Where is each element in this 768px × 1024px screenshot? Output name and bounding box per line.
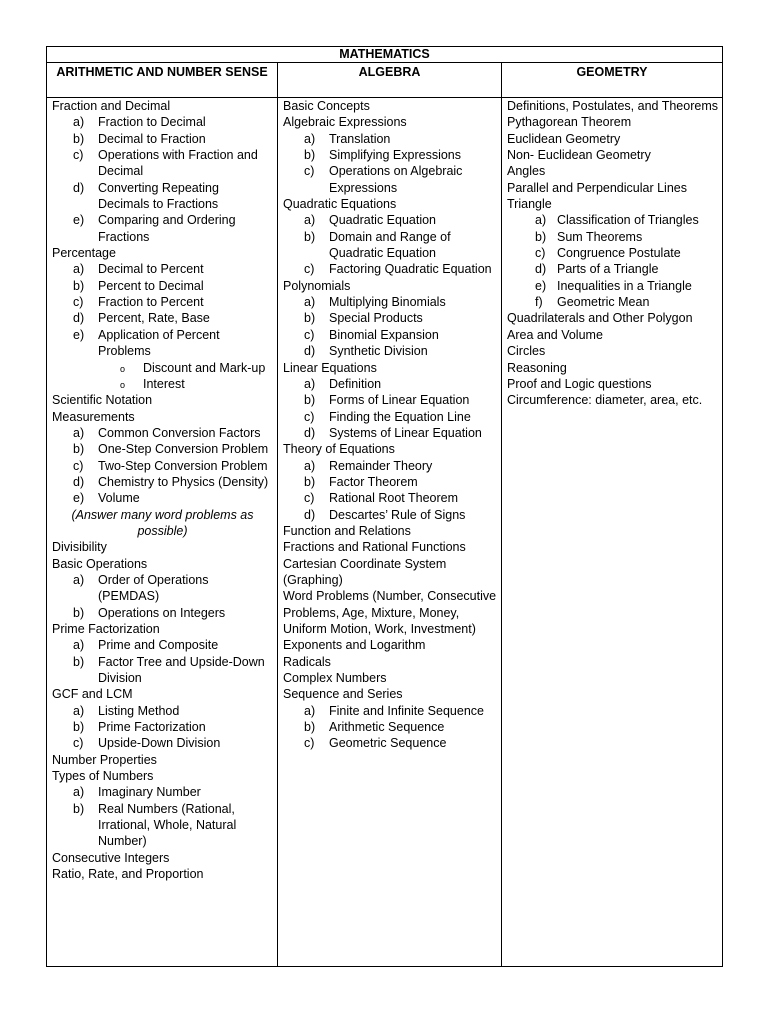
item-text: Operations on Algebraic Expressions — [329, 164, 463, 195]
topic-item — [507, 310, 718, 326]
item-text: Classification of Triangles — [557, 213, 699, 228]
topic-item — [52, 98, 273, 114]
item-text: Basic Operations — [52, 556, 148, 571]
item-text: Forms of Linear Equation — [329, 393, 470, 408]
subtopic-item — [283, 343, 497, 359]
bullet-marker: o — [120, 379, 126, 390]
topic-list-arithmetic — [52, 98, 273, 883]
list-marker: b) — [73, 442, 85, 457]
title-row — [47, 47, 723, 63]
item-text: Consecutive Integers — [52, 850, 170, 865]
note-text: (Answer many word problems as possible) — [71, 507, 254, 538]
topic-item — [52, 752, 273, 768]
item-text: Operations on Integers — [98, 605, 226, 620]
topic-item — [283, 523, 497, 539]
subtopic-item — [283, 719, 497, 735]
list-marker: a) — [73, 262, 85, 277]
list-marker: d) — [73, 474, 85, 489]
topic-item — [52, 866, 273, 882]
sub-subtopic-item — [52, 376, 273, 392]
subtopic-item — [52, 278, 273, 294]
item-text: Sequence and Series — [283, 687, 403, 702]
list-marker: b) — [304, 229, 316, 244]
topic-item — [283, 114, 497, 130]
item-text: Simplifying Expressions — [329, 148, 461, 163]
subtopic-item — [283, 376, 497, 392]
subtopic-item — [52, 654, 273, 687]
subtopic-item — [283, 507, 497, 523]
topic-item — [283, 539, 497, 555]
item-text: Interest — [143, 376, 185, 391]
topic-item — [507, 196, 718, 212]
list-marker: b) — [73, 654, 85, 669]
list-marker: b) — [304, 148, 316, 163]
item-text: Finding the Equation Line — [329, 409, 471, 424]
column-geometry — [502, 98, 723, 967]
topic-item — [507, 131, 718, 147]
subtopic-item — [52, 572, 273, 605]
item-text: Types of Numbers — [52, 769, 154, 784]
list-marker: d) — [304, 425, 316, 440]
item-text: Application of Percent Problems — [98, 327, 220, 359]
topic-item — [283, 278, 497, 294]
list-marker: a) — [304, 295, 316, 310]
topic-list-geometry — [507, 98, 718, 409]
topic-item — [52, 245, 273, 261]
list-marker: c) — [73, 458, 84, 473]
subtopic-item — [52, 212, 273, 245]
item-text: Listing Method — [98, 703, 180, 718]
item-text: Number Properties — [52, 752, 157, 767]
item-text: Systems of Linear Equation — [329, 425, 482, 440]
topic-item — [283, 588, 497, 637]
item-text: Function and Relations — [283, 523, 411, 538]
list-marker: b) — [73, 131, 85, 146]
topic-item — [507, 327, 718, 343]
item-text: Prime and Composite — [98, 638, 219, 653]
list-marker: e) — [535, 278, 547, 293]
subtopic-item — [283, 261, 497, 277]
list-marker: a) — [304, 703, 316, 718]
item-text: Prime Factorization — [98, 720, 206, 735]
subtopic-item — [283, 294, 497, 310]
item-text: Theory of Equations — [283, 442, 395, 457]
list-marker: b) — [73, 801, 85, 816]
item-text: Domain and Range of Quadratic Equation — [329, 229, 451, 261]
list-marker: e) — [73, 491, 85, 506]
list-marker: b) — [304, 311, 316, 326]
topic-item — [52, 850, 273, 866]
list-marker: d) — [304, 507, 316, 522]
list-marker: a) — [73, 638, 85, 653]
item-text: Rational Root Theorem — [329, 491, 459, 506]
subtopic-item — [52, 458, 273, 474]
item-text: Algebraic Expressions — [283, 115, 407, 130]
item-text: Decimal to Percent — [98, 262, 204, 277]
item-text: Imaginary Number — [98, 785, 201, 800]
item-text: Arithmetic Sequence — [329, 720, 445, 735]
item-text: One-Step Conversion Problem — [98, 442, 269, 457]
list-marker: c) — [73, 148, 84, 163]
item-text: Divisibility — [52, 540, 107, 555]
item-text: Binomial Expansion — [329, 327, 439, 342]
bullet-marker: o — [120, 363, 126, 374]
topic-item — [507, 376, 718, 392]
list-marker: c) — [304, 491, 315, 506]
topic-item — [283, 196, 497, 212]
list-marker: b) — [304, 720, 316, 735]
item-text: Comparing and Ordering Fractions — [98, 213, 236, 244]
list-marker: a) — [304, 376, 316, 391]
subtopic-item — [52, 703, 273, 719]
list-marker: a) — [304, 213, 316, 228]
topic-item — [283, 637, 497, 653]
item-text: Order of Operations (PEMDAS) — [98, 572, 209, 604]
item-text: Circles — [507, 344, 546, 359]
subtopic-item — [283, 490, 497, 506]
item-text: Factoring Quadratic Equation — [329, 262, 492, 277]
list-marker: a) — [73, 425, 85, 440]
item-text: Exponents and Logarithm — [283, 638, 426, 653]
item-text: Factor Theorem — [329, 474, 418, 489]
item-text: Angles — [507, 164, 546, 179]
item-text: Definitions, Postulates, and Theorems — [507, 99, 718, 113]
list-marker: a) — [73, 703, 85, 718]
item-text: Proof and Logic questions — [507, 376, 652, 391]
item-text: Fraction to Percent — [98, 295, 204, 310]
list-marker: b) — [73, 720, 85, 735]
subtopic-item — [507, 245, 718, 261]
table-title: MATHEMATICS — [47, 47, 723, 63]
list-marker: b) — [304, 474, 316, 489]
item-text: Fraction and Decimal — [52, 99, 171, 113]
item-text: Inequalities in a Triangle — [557, 278, 692, 293]
list-marker: a) — [304, 131, 316, 146]
subtopic-item — [52, 735, 273, 751]
item-text: Linear Equations — [283, 360, 377, 375]
subtopic-item — [52, 131, 273, 147]
topic-item — [507, 98, 718, 114]
item-text: Percentage — [52, 246, 116, 261]
sub-subtopic-item — [52, 360, 273, 376]
item-text: GCF and LCM — [52, 687, 133, 702]
list-marker: a) — [73, 572, 85, 587]
subtopic-item — [507, 229, 718, 245]
item-text: Prime Factorization — [52, 622, 160, 636]
topic-list-algebra — [283, 98, 497, 752]
item-text: Remainder Theory — [329, 458, 433, 473]
topic-item — [283, 360, 497, 376]
list-marker: d) — [535, 262, 547, 277]
list-marker: e) — [73, 213, 85, 228]
topic-item — [52, 686, 273, 702]
topic-item — [507, 147, 718, 163]
subtopic-item — [283, 458, 497, 474]
list-marker: c) — [304, 409, 315, 424]
item-text: Congruence Postulate — [557, 246, 681, 261]
subtopic-item — [52, 425, 273, 441]
topic-item — [283, 556, 497, 589]
item-text: Parts of a Triangle — [557, 262, 659, 277]
content-row — [47, 98, 723, 967]
list-marker: c) — [535, 246, 546, 261]
item-text: Circumference: diameter, area, etc. — [507, 393, 703, 408]
topic-item — [52, 392, 273, 408]
item-text: Geometric Sequence — [329, 736, 447, 751]
list-marker: a) — [535, 213, 547, 228]
item-text: Translation — [329, 131, 391, 146]
column-heading-algebra: ALGEBRA — [278, 63, 502, 98]
item-text: Quadratic Equation — [329, 213, 437, 228]
subtopic-item — [283, 474, 497, 490]
topic-item — [52, 539, 273, 555]
subtopic-item — [507, 278, 718, 294]
item-text: Area and Volume — [507, 327, 603, 342]
item-text: Scientific Notation — [52, 393, 153, 408]
subtopic-item — [52, 784, 273, 800]
list-marker: b) — [73, 605, 85, 620]
list-marker: b) — [304, 393, 316, 408]
list-marker: b) — [73, 278, 85, 293]
item-text: Ratio, Rate, and Proportion — [52, 867, 204, 882]
topic-item — [52, 621, 273, 637]
subtopic-item — [52, 114, 273, 130]
topic-item — [283, 441, 497, 457]
subtopic-item — [283, 327, 497, 343]
subtopic-item — [283, 409, 497, 425]
subtopic-item — [52, 294, 273, 310]
topic-item — [52, 556, 273, 572]
item-text: Percent, Rate, Base — [98, 311, 210, 326]
topic-item — [283, 686, 497, 702]
subtopic-item — [52, 490, 273, 506]
item-text: Reasoning — [507, 360, 567, 375]
column-heading-geometry: GEOMETRY — [502, 63, 723, 98]
list-marker: e) — [73, 327, 85, 342]
item-text: Operations with Fraction and Decimal — [98, 148, 258, 179]
subtopic-item — [52, 801, 273, 850]
column-algebra — [278, 98, 502, 967]
list-marker: d) — [304, 344, 316, 359]
list-marker: a) — [73, 785, 85, 800]
topic-item — [507, 392, 718, 408]
subtopic-item — [283, 735, 497, 751]
item-text: Converting Repeating Decimals to Fractions — [98, 180, 219, 212]
item-text: Real Numbers (Rational, Irrational, Whole, Natural Number) — [98, 801, 237, 849]
subtopic-item — [52, 441, 273, 457]
topic-item — [283, 654, 497, 670]
list-marker: c) — [304, 164, 315, 179]
subtopic-item — [52, 605, 273, 621]
item-text: Two-Step Conversion Problem — [98, 458, 268, 473]
subtopic-item — [52, 327, 273, 360]
item-text: Basic Concepts — [283, 99, 370, 113]
list-marker: d) — [73, 311, 85, 326]
subtopic-item — [283, 163, 497, 196]
subtopic-item — [507, 294, 718, 310]
topic-item — [507, 343, 718, 359]
list-marker: b) — [535, 229, 547, 244]
item-text: Word Problems (Number, Consecutive Problems, Age, Mixture, Money, Uniform Motion, Work, Investment) — [283, 589, 497, 636]
topic-item — [283, 670, 497, 686]
item-text: Chemistry to Physics (Density) — [98, 474, 269, 489]
subtopic-item — [507, 261, 718, 277]
subtopic-item — [283, 703, 497, 719]
list-marker: c) — [73, 736, 84, 751]
topic-item — [52, 768, 273, 784]
item-text: Polynomials — [283, 278, 351, 293]
item-text: Upside-Down Division — [98, 736, 221, 751]
syllabus-table — [46, 46, 723, 967]
item-text: Percent to Decimal — [98, 278, 204, 293]
item-text: Decimal to Fraction — [98, 131, 206, 146]
subtopic-item — [283, 147, 497, 163]
item-text: Volume — [98, 491, 140, 506]
item-text: Complex Numbers — [283, 671, 387, 686]
item-text: Triangle — [507, 197, 552, 212]
item-text: Descartes’ Rule of Signs — [329, 507, 466, 522]
subtopic-item — [283, 229, 497, 262]
list-marker: d) — [73, 180, 85, 195]
subtopic-item — [52, 719, 273, 735]
list-marker: c) — [304, 262, 315, 277]
subtopic-item — [52, 310, 273, 326]
subtopic-item — [283, 212, 497, 228]
item-text: Finite and Infinite Sequence — [329, 703, 484, 718]
subtopic-item — [52, 261, 273, 277]
item-text: Sum Theorems — [557, 229, 643, 244]
item-text: Pythagorean Theorem — [507, 115, 632, 130]
column-arithmetic — [47, 98, 278, 967]
subtopic-item — [52, 147, 273, 180]
list-marker: a) — [304, 458, 316, 473]
subtopic-item — [52, 180, 273, 213]
list-marker: f) — [535, 295, 543, 310]
subtopic-item — [283, 425, 497, 441]
topic-item — [507, 163, 718, 179]
column-heading-arithmetic: ARITHMETIC AND NUMBER SENSE — [47, 63, 278, 98]
item-text: Quadratic Equations — [283, 197, 397, 212]
item-text: Non- Euclidean Geometry — [507, 148, 651, 163]
header-row — [47, 63, 723, 98]
item-text: Cartesian Coordinate System (Graphing) — [283, 556, 447, 587]
item-text: Common Conversion Factors — [98, 425, 261, 440]
subtopic-item — [283, 310, 497, 326]
item-text: Synthetic Division — [329, 344, 428, 359]
item-text: Geometric Mean — [557, 295, 650, 310]
subtopic-item — [283, 392, 497, 408]
item-text: Fraction to Decimal — [98, 115, 206, 130]
item-text: Quadrilaterals and Other Polygon — [507, 311, 693, 326]
subtopic-item — [52, 637, 273, 653]
item-text: Multiplying Binomials — [329, 295, 446, 310]
list-marker: c) — [304, 327, 315, 342]
topic-item — [507, 114, 718, 130]
subtopic-item — [52, 474, 273, 490]
list-marker: c) — [304, 736, 315, 751]
item-text: Measurements — [52, 409, 135, 424]
item-text: Fractions and Rational Functions — [283, 540, 466, 555]
item-text: Discount and Mark-up — [143, 360, 266, 375]
item-text: Euclidean Geometry — [507, 131, 621, 146]
item-text: Radicals — [283, 654, 331, 669]
list-marker: c) — [73, 295, 84, 310]
subtopic-item — [283, 131, 497, 147]
list-marker: a) — [73, 115, 85, 130]
item-text: Special Products — [329, 311, 423, 326]
item-text: Definition — [329, 376, 382, 391]
item-text: Parallel and Perpendicular Lines — [507, 180, 687, 195]
topic-item — [507, 360, 718, 376]
item-text: Factor Tree and Upside-Down Division — [98, 654, 265, 686]
topic-item — [52, 409, 273, 425]
topic-item — [283, 98, 497, 114]
topic-item — [507, 180, 718, 196]
subtopic-item — [507, 212, 718, 228]
